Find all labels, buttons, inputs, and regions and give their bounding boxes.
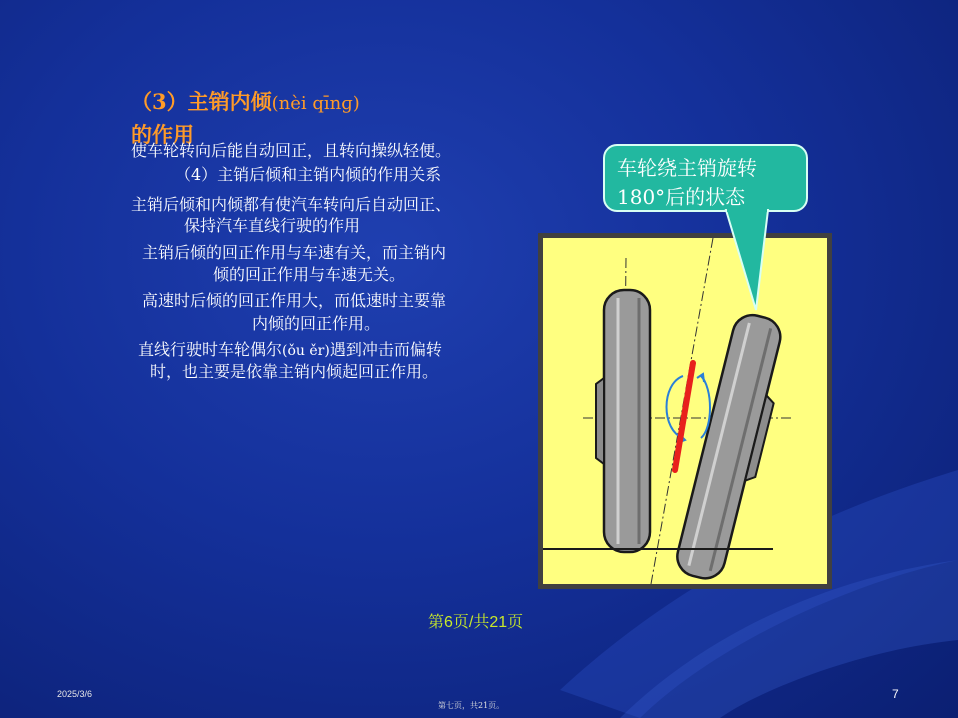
body-line-6: 倾的回正作用与车速无关。: [213, 265, 406, 284]
body-line-5: 主销后倾的回正作用与车速有关，而主销内: [142, 243, 447, 262]
body-line-4: 保持汽车直线行驶的作用: [184, 216, 361, 235]
kingpin-diagram: [543, 238, 827, 584]
body-line-3: 主销后倾和内倾都有使汽车转向后自动回正、: [131, 195, 452, 214]
slide-number: 7: [892, 687, 899, 701]
left-wheel: [596, 290, 650, 552]
title-line2: 的作用: [131, 122, 194, 147]
body-line-9-pinyin: (ǒu ěr): [282, 343, 330, 359]
footer-date: 2025/3/6: [57, 689, 93, 699]
body-line-2: （4）主销后倾和主销内倾的作用关系: [175, 165, 442, 184]
rotated-wheel: [673, 311, 793, 584]
callout-text: [617, 154, 757, 212]
body-line-1: 使车轮转向后能自动回正，且转向操纵轻便。: [131, 141, 452, 160]
kingpin-figure: [538, 233, 832, 589]
footer-note: 第七页，共21页。: [438, 701, 505, 710]
body-line-7: 高速时后倾的回正作用大，而低速时主要靠: [142, 291, 447, 310]
callout-line1: 车轮绕主销旋转: [617, 156, 757, 180]
body-line-9-pre: 直线行驶时车轮偶尔: [138, 340, 283, 359]
title-line1: （3）主销内倾: [131, 89, 272, 114]
body-line-10: 时，也主要是依靠主销内倾起回正作用。: [150, 362, 439, 381]
body-line-9-post: 遇到冲击而偏转: [329, 340, 442, 359]
callout-line2: 180°后的状态: [617, 185, 746, 209]
page-indicator: 第6页/共21页: [428, 614, 524, 631]
body-line-9: [138, 339, 442, 362]
callout-pointer: [718, 208, 776, 312]
body-line-8: 内倾的回正作用。: [252, 314, 381, 333]
title-pinyin: (nèi qīnɡ): [271, 93, 360, 114]
